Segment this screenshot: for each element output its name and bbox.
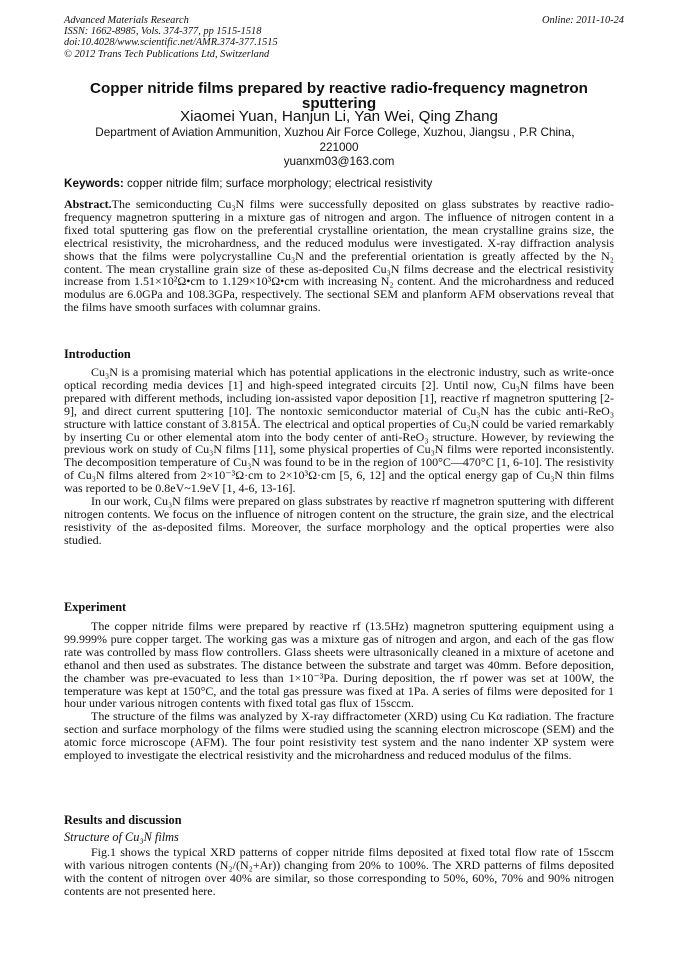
affiliation: Department of Aviation Ammunition, Xuzhou Air Force College, Xuzhou, Jiangsu , P.R China， [95, 126, 583, 139]
structure-subheading: Structure of Cu₃N films [64, 830, 179, 844]
results-body [64, 846, 614, 898]
title-line-1: Copper nitride films prepared by reactive radio-frequency magnetron [90, 80, 588, 97]
journal-name: Advanced Materials Research [64, 15, 189, 26]
abstract-text: The semiconducting Cu₃N films were successfully deposited on glass substrates by reactive radio-frequency magnetron sputtering in a mixture gas of nitrogen and argon. The influence of nitrogen content in a fixed total sputtering gas flow on the preferential crystalline orientation, the mean crystalline grains size, the electrical resistivity, the microhardness, and the reduced modulus were investigated. X-ray diffraction analysis shows that the films were polycrystalline Cu₃N and the preferential orientation is greatly affected by the N₂ content. The mean crystalline grain size of these as-deposited Cu₃N films decrease and the electrical resistivity increase from 1.51×10²Ω•cm to 1.129×10³Ω•cm with increasing N₂ content. And the microhardness and reduced modulus are 6.0GPa and 108.3GPa, respectively. The sectional SEM and planform AFM observations reveal that the films have smooth surfaces with columnar grains. [64, 197, 614, 315]
experiment-paragraph-1: The copper nitride films were prepared by reactive rf (13.5Hz) magnetron sputtering equipment using a 99.999% pure copper target. The working gas was a mixture gas of nitrogen and argon, and each of the gas flow rate was controlled by mass flow controllers. Glass sheets were ultrasonically cleaned in a mixture of acetone and ethanol and then used as substrates. The distance between the substrate and target was 40mm. Before deposition, the chamber was pre-evacuated to less than 1×10⁻³Pa. During deposition, the rf power was set at 100W, the temperature was kept at 150°C, and the total gas pressure was fixed at 1Pa. A series of films were deposited for 1 hour under various nitrogen contents with fixed total gas flux of 15sccm. [64, 619, 614, 711]
abstract [64, 198, 614, 314]
journal-header [64, 15, 624, 60]
intro-paragraph-1: Cu₃N is a promising material which has potential applications in the electronic industry, such as write-once optical recording media devices [1] and high-speed integrated circuits [2]. Until now, Cu₃N films have been prepared with different methods, including ion-assisted vapor deposition [1], reactive rf magnetron sputtering [2-9], and direct current sputtering [10]. The nontoxic semiconductor material of Cu₃N has the cubic anti-ReO₃ structure with lattice constant of 3.815Å. The electrical and optical properties of Cu₃N could be varied remarkably by inserting Cu or other elemental atom into the body center of anti-ReO₃ structure. However, by reviewing the previous work on study of Cu₃N films [11], some physical properties of Cu₃N films were reported inconsistently. The decomposition temperature of Cu₃N was found to be in the region of 100°C—470°C [1, 6-10]. The resistivity of Cu₃N films altered from 2×10⁻³Ω·cm to 2×10³Ω·cm [5, 6, 12] and the optical energy gap of Cu₃N thin films was reported to be 0.8eV~1.9eV [1, 4-6, 13-16]. [64, 365, 614, 496]
results-paragraph-1: Fig.1 shows the typical XRD patterns of copper nitride films deposited at fixed total flow rate of 15sccm with various nitrogen contents (N₂/(N₂+Ar)) changing from 20% to 100%. The XRD patterns of films deposited with the content of nitrogen over 40% are similar, so those corresponding to 50%, 60%, 70% and 90% nitrogen contents are not presented here. [64, 845, 614, 898]
online-date: Online: 2011-10-24 [541, 15, 624, 26]
results-heading: Results and discussion [64, 813, 182, 827]
paper-title [64, 82, 614, 111]
email: yuanxm03@163.com [283, 155, 395, 168]
introduction-heading: Introduction [64, 347, 131, 361]
experiment-heading: Experiment [64, 600, 127, 614]
abstract-label: Abstract. [64, 197, 112, 211]
intro-paragraph-2: In our work, Cu₃N films were prepared on glass substrates by reactive rf magnetron sputtering with different nitrogen contents. We focus on the influence of nitrogen content on the structure, the grain size, and the electrical resistivity of the as-deposited films. Moreover, the surface morphology and the optical properties were also studied. [64, 494, 614, 547]
keywords-line [64, 177, 614, 191]
experiment-body [64, 620, 614, 762]
introduction-body [64, 366, 614, 547]
keywords-text: copper nitride film; surface morphology; electrical resistivity [127, 177, 433, 190]
copyright-line: © 2012 Trans Tech Publications Ltd, Switzerland [64, 48, 270, 60]
authors: Xiaomei Yuan, Hanjun Li, Yan Wei, Qing Zhang [179, 108, 498, 125]
experiment-paragraph-2: The structure of the films was analyzed by X-ray diffractometer (XRD) using Cu Kα radiation. The fracture section and surface morphology of the films were studied using the scanning electron microscope (SEM) and the atomic force microscope (AFM). The four point resistivity test system and the nano indenter XP system were employed to investigate the electrical resistivity and the microhardness and reduced modulus of the films. [64, 709, 614, 763]
affiliation-block [64, 126, 614, 170]
title-line-2: sputtering [301, 94, 377, 112]
postcode: 221000 [319, 140, 359, 154]
issn-line: ISSN: 1662-8985, Vols. 374-377, pp 1515-1518 [64, 26, 262, 38]
keywords-label: Keywords: [64, 177, 124, 190]
doi-line: doi:10.4028/www.scientific.net/AMR.374-377.1515 [64, 37, 278, 49]
